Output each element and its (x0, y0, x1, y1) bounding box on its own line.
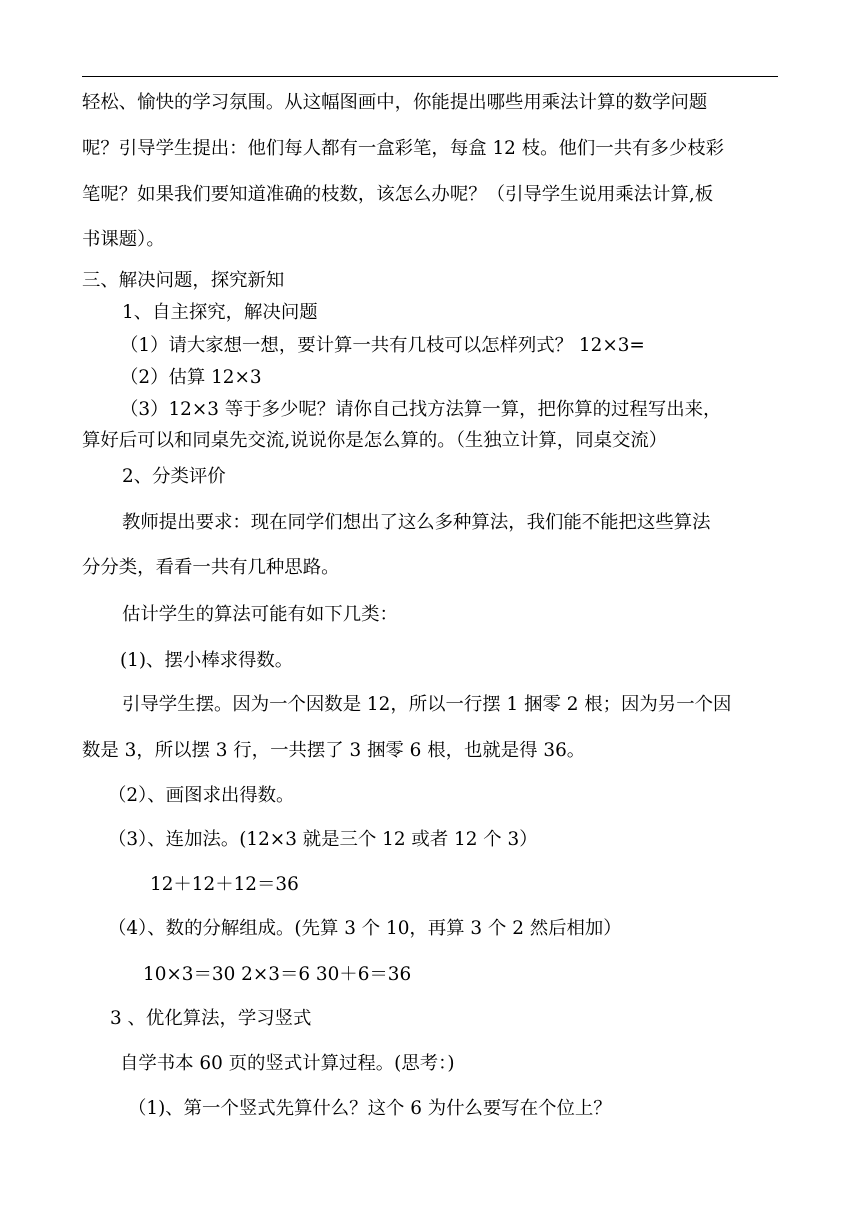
teacher-request-line-2: 分分类，看看一共有几种思路。 (82, 557, 340, 578)
think-question-1: （1)、第一个竖式先算什么？这个 6 为什么要写在个位上？ (128, 1098, 612, 1119)
section-heading-3: 三、解决问题，探究新知 (82, 270, 285, 291)
method-1-line-2: 数是 3，所以摆 3 行，一共摆了 3 捆零 6 根，也就是得 36。 (82, 740, 586, 761)
question-1: （1）请大家想一想，要计算一共有几枝可以怎样列式？ 12×3= (120, 335, 645, 356)
method-1-title: (1)、摆小棒求得数。 (120, 650, 294, 671)
paragraph-line-4: 书课题）。 (82, 229, 165, 250)
subheading-3: 3 、优化算法，学习竖式 (110, 1008, 312, 1029)
subheading-2: 2、分类评价 (122, 466, 226, 487)
method-3-equation: 12＋12＋12＝36 (150, 874, 299, 895)
paragraph-line-1: 轻松、愉快的学习氛围。从这幅图画中，你能提出哪些用乘法计算的数学问题 (82, 92, 708, 113)
question-2: （2）估算 12×3 (120, 367, 262, 388)
paragraph-line-2: 呢？引导学生提出：他们每人都有一盒彩笔，每盒 12 枝。他们一共有多少枝彩 (82, 138, 724, 159)
methods-intro: 估计学生的算法可能有如下几类： (122, 604, 398, 625)
method-1-line-1: 引导学生摆。因为一个因数是 12，所以一行摆 1 捆零 2 根；因为另一个因 (122, 694, 732, 715)
subheading-1: 1、自主探究，解决问题 (122, 302, 318, 323)
header-rule (82, 76, 778, 77)
method-2-title: （2）、画图求出得数。 (108, 785, 295, 806)
question-3-line-1: （3）12×3 等于多少呢？请你自己找方法算一算，把你算的过程写出来， (120, 399, 722, 420)
paragraph-line-3: 笔呢？如果我们要知道准确的枝数，该怎么办呢？（引导学生说用乘法计算,板 (82, 184, 714, 205)
method-4-title: （4）、数的分解组成。(先算 3 个 10，再算 3 个 2 然后相加） (108, 918, 622, 939)
question-3-line-2: 算好后可以和同桌先交流,说说你是怎么算的。（生独立计算，同桌交流） (82, 430, 668, 451)
method-4-equations: 10×3＝30 2×3＝6 30＋6＝36 (143, 964, 412, 985)
method-3-title: （3）、连加法。(12×3 就是三个 12 或者 12 个 3） (108, 829, 538, 850)
self-study-line: 自学书本 60 页的竖式计算过程。(思考：) (120, 1053, 455, 1074)
teacher-request-line-1: 教师提出要求：现在同学们想出了这么多种算法，我们能不能把这些算法 (122, 512, 711, 533)
